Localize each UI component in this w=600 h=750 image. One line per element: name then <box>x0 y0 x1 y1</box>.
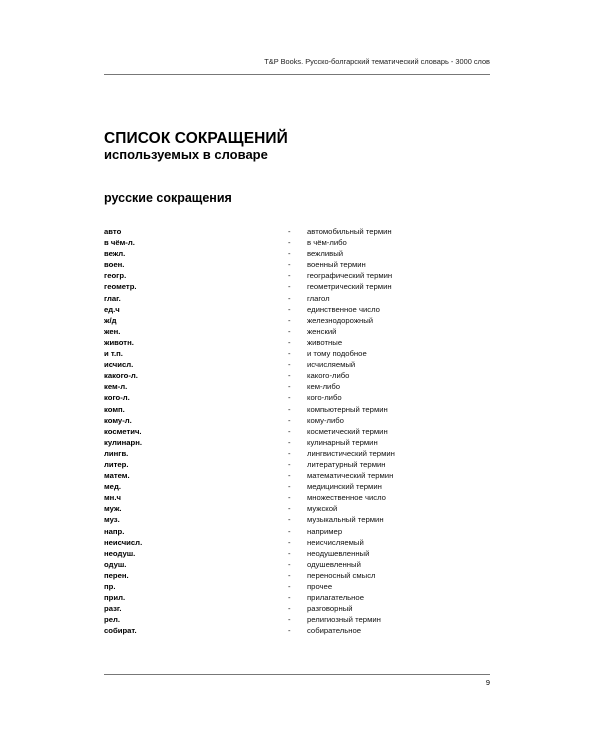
abbreviation-separator: - <box>288 626 291 636</box>
abbreviation-meaning: женский <box>307 326 337 336</box>
abbreviation-meaning: лингвистический термин <box>307 448 395 458</box>
abbreviation-meaning: географический термин <box>307 271 393 281</box>
abbreviation-separator: - <box>288 582 291 591</box>
abbreviation-row <box>104 526 490 537</box>
abbreviation-separator: - <box>288 260 291 270</box>
abbreviation-term: ед.ч <box>104 304 120 314</box>
abbreviation-meaning: автомобильный термин <box>307 227 392 236</box>
abbreviation-row <box>104 337 490 348</box>
abbreviation-meaning: компьютерный термин <box>307 404 388 414</box>
abbreviation-separator: - <box>288 537 291 547</box>
abbreviation-meaning: исчисляемый <box>307 360 356 370</box>
abbreviation-separator: - <box>288 326 291 336</box>
abbreviation-term: мед. <box>104 482 121 492</box>
abbreviation-meaning: в чём-либо <box>307 238 347 248</box>
abbreviation-separator: - <box>288 593 291 603</box>
abbreviation-term: неодуш. <box>104 548 136 558</box>
abbreviation-row <box>104 259 490 270</box>
page-number: 9 <box>485 678 490 687</box>
abbreviation-row <box>104 570 490 581</box>
abbreviation-separator: - <box>288 615 291 625</box>
abbreviation-meaning: косметический термин <box>307 426 388 436</box>
abbreviation-separator: - <box>288 437 291 447</box>
abbreviation-meaning: вежливый <box>307 249 344 259</box>
abbreviation-row <box>104 381 490 392</box>
abbreviation-row <box>104 315 490 326</box>
abbreviation-meaning: прочее <box>307 582 333 591</box>
abbreviation-meaning: математический термин <box>307 471 394 481</box>
abbreviation-term: муж. <box>104 504 122 514</box>
abbreviation-meaning: кем-либо <box>307 382 341 392</box>
abbreviation-separator: - <box>288 404 291 414</box>
abbreviation-term: кого-л. <box>104 393 130 403</box>
abbreviation-term: рел. <box>104 615 120 625</box>
abbreviation-row <box>104 625 490 636</box>
abbreviation-row <box>104 437 490 448</box>
abbreviation-meaning: музыкальный термин <box>307 515 384 525</box>
abbreviation-row <box>104 248 490 259</box>
abbreviation-row <box>104 581 490 592</box>
abbreviation-term: пр. <box>104 582 116 591</box>
abbreviation-row <box>104 503 490 514</box>
abbreviation-meaning: множественное число <box>307 493 386 503</box>
page-title: СПИСОК СОКРАЩЕНИЙ <box>104 130 288 147</box>
abbreviation-separator: - <box>288 249 291 259</box>
abbreviation-row <box>104 459 490 470</box>
abbreviation-meaning: геометрический термин <box>307 282 392 292</box>
abbreviation-separator: - <box>288 448 291 458</box>
abbreviation-separator: - <box>288 459 291 469</box>
abbreviation-separator: - <box>288 371 291 381</box>
abbreviation-meaning: религиозный термин <box>307 615 381 625</box>
abbreviation-row <box>104 370 490 381</box>
abbreviation-meaning: собирательное <box>307 626 362 636</box>
abbreviation-meaning: единственное число <box>307 304 380 314</box>
abbreviation-meaning: глагол <box>307 293 330 303</box>
abbreviation-separator: - <box>288 526 291 536</box>
abbreviation-row <box>104 426 490 437</box>
abbreviation-meaning: одушевленный <box>307 559 361 569</box>
abbreviation-row <box>104 237 490 248</box>
abbreviation-row <box>104 537 490 548</box>
abbreviation-meaning: какого-либо <box>307 371 350 381</box>
abbreviation-meaning: кому-либо <box>307 415 344 425</box>
abbreviation-term: лингв. <box>104 448 129 458</box>
header-rule <box>104 74 490 75</box>
footer-rule <box>104 674 490 675</box>
abbreviation-term: мн.ч <box>104 493 121 503</box>
abbreviation-term: кому-л. <box>104 415 132 425</box>
abbreviation-separator: - <box>288 382 291 392</box>
abbreviation-term: одуш. <box>104 559 127 569</box>
abbreviation-meaning: мужской <box>307 504 338 514</box>
abbreviation-row <box>104 603 490 614</box>
abbreviation-meaning: неисчисляемый <box>307 537 364 547</box>
abbreviation-row <box>104 470 490 481</box>
abbreviation-term: кулинарн. <box>104 437 143 447</box>
abbreviation-meaning: например <box>307 526 343 536</box>
abbreviation-separator: - <box>288 238 291 248</box>
abbreviation-row <box>104 281 490 292</box>
abbreviation-separator: - <box>288 293 291 303</box>
abbreviation-row <box>104 348 490 359</box>
abbreviation-term: напр. <box>104 526 125 536</box>
abbreviation-separator: - <box>288 393 291 403</box>
abbreviation-term: и т.п. <box>104 349 123 359</box>
abbreviation-row <box>104 492 490 503</box>
abbreviation-meaning: литературный термин <box>307 459 386 469</box>
abbreviation-term: жен. <box>104 326 121 336</box>
abbreviation-meaning: военный термин <box>307 260 366 270</box>
page-subtitle: используемых в словаре <box>104 147 268 162</box>
abbreviation-term: литер. <box>104 459 129 469</box>
abbreviation-meaning: кулинарный термин <box>307 437 378 447</box>
abbreviation-row <box>104 481 490 492</box>
abbreviation-row <box>104 592 490 603</box>
abbreviation-meaning: и тому подобное <box>307 349 367 359</box>
abbreviation-row <box>104 559 490 570</box>
abbreviation-separator: - <box>288 570 291 580</box>
abbreviation-separator: - <box>288 349 291 359</box>
abbreviation-row <box>104 614 490 625</box>
abbreviation-meaning: переносный смысл <box>307 570 376 580</box>
abbreviation-separator: - <box>288 559 291 569</box>
abbreviation-term: ж/д <box>104 315 117 325</box>
abbreviation-meaning: неодушевленный <box>307 548 370 558</box>
abbreviation-row <box>104 514 490 525</box>
abbreviation-separator: - <box>288 337 291 347</box>
abbreviation-term: собират. <box>104 626 137 636</box>
abbreviation-term: матем. <box>104 471 130 481</box>
abbreviation-separator: - <box>288 515 291 525</box>
abbreviation-row <box>104 293 490 304</box>
abbreviation-term: исчисл. <box>104 360 134 370</box>
abbreviation-separator: - <box>288 426 291 436</box>
abbreviation-row <box>104 270 490 281</box>
abbreviation-term: косметич. <box>104 426 142 436</box>
abbreviation-term: комп. <box>104 404 125 414</box>
abbreviation-meaning: медицинский термин <box>307 482 382 492</box>
abbreviation-term: геометр. <box>104 282 137 292</box>
abbreviation-term: разг. <box>104 604 122 614</box>
abbreviation-term: животн. <box>104 337 134 347</box>
abbreviation-row <box>104 326 490 337</box>
abbreviation-separator: - <box>288 271 291 281</box>
abbreviation-meaning: прилагательное <box>307 593 364 603</box>
abbreviation-separator: - <box>288 504 291 514</box>
abbreviation-row <box>104 404 490 415</box>
abbreviation-term: глаг. <box>104 293 121 303</box>
abbreviation-term: перен. <box>104 570 129 580</box>
abbreviation-row <box>104 548 490 559</box>
abbreviation-separator: - <box>288 227 291 236</box>
abbreviation-row <box>104 226 490 237</box>
abbreviation-term: прил. <box>104 593 126 603</box>
abbreviation-meaning: животные <box>307 337 343 347</box>
abbreviation-meaning: кого-либо <box>307 393 342 403</box>
abbreviation-separator: - <box>288 304 291 314</box>
abbreviation-list <box>104 226 490 636</box>
abbreviation-separator: - <box>288 282 291 292</box>
abbreviation-term: авто <box>104 227 122 236</box>
abbreviation-term: в чём-л. <box>104 238 135 248</box>
abbreviation-separator: - <box>288 360 291 370</box>
abbreviation-separator: - <box>288 604 291 614</box>
abbreviation-row <box>104 415 490 426</box>
abbreviation-term: воен. <box>104 260 125 270</box>
abbreviation-separator: - <box>288 493 291 503</box>
abbreviation-separator: - <box>288 415 291 425</box>
abbreviation-row <box>104 448 490 459</box>
section-title: русские сокращения <box>104 191 232 205</box>
running-header: T&P Books. Русско-болгарский тематический словарь - 3000 слов <box>264 57 490 66</box>
abbreviation-meaning: разговорный <box>307 604 353 614</box>
abbreviation-row <box>104 392 490 403</box>
abbreviation-meaning: железнодорожный <box>307 315 374 325</box>
abbreviation-row <box>104 304 490 315</box>
abbreviation-term: неисчисл. <box>104 537 143 547</box>
abbreviation-term: вежл. <box>104 249 126 259</box>
abbreviation-separator: - <box>288 471 291 481</box>
abbreviation-term: какого-л. <box>104 371 138 381</box>
abbreviation-term: кем-л. <box>104 382 128 392</box>
abbreviation-separator: - <box>288 315 291 325</box>
abbreviation-term: муз. <box>104 515 120 525</box>
abbreviation-separator: - <box>288 482 291 492</box>
abbreviation-row <box>104 359 490 370</box>
abbreviation-separator: - <box>288 548 291 558</box>
abbreviation-term: геогр. <box>104 271 127 281</box>
